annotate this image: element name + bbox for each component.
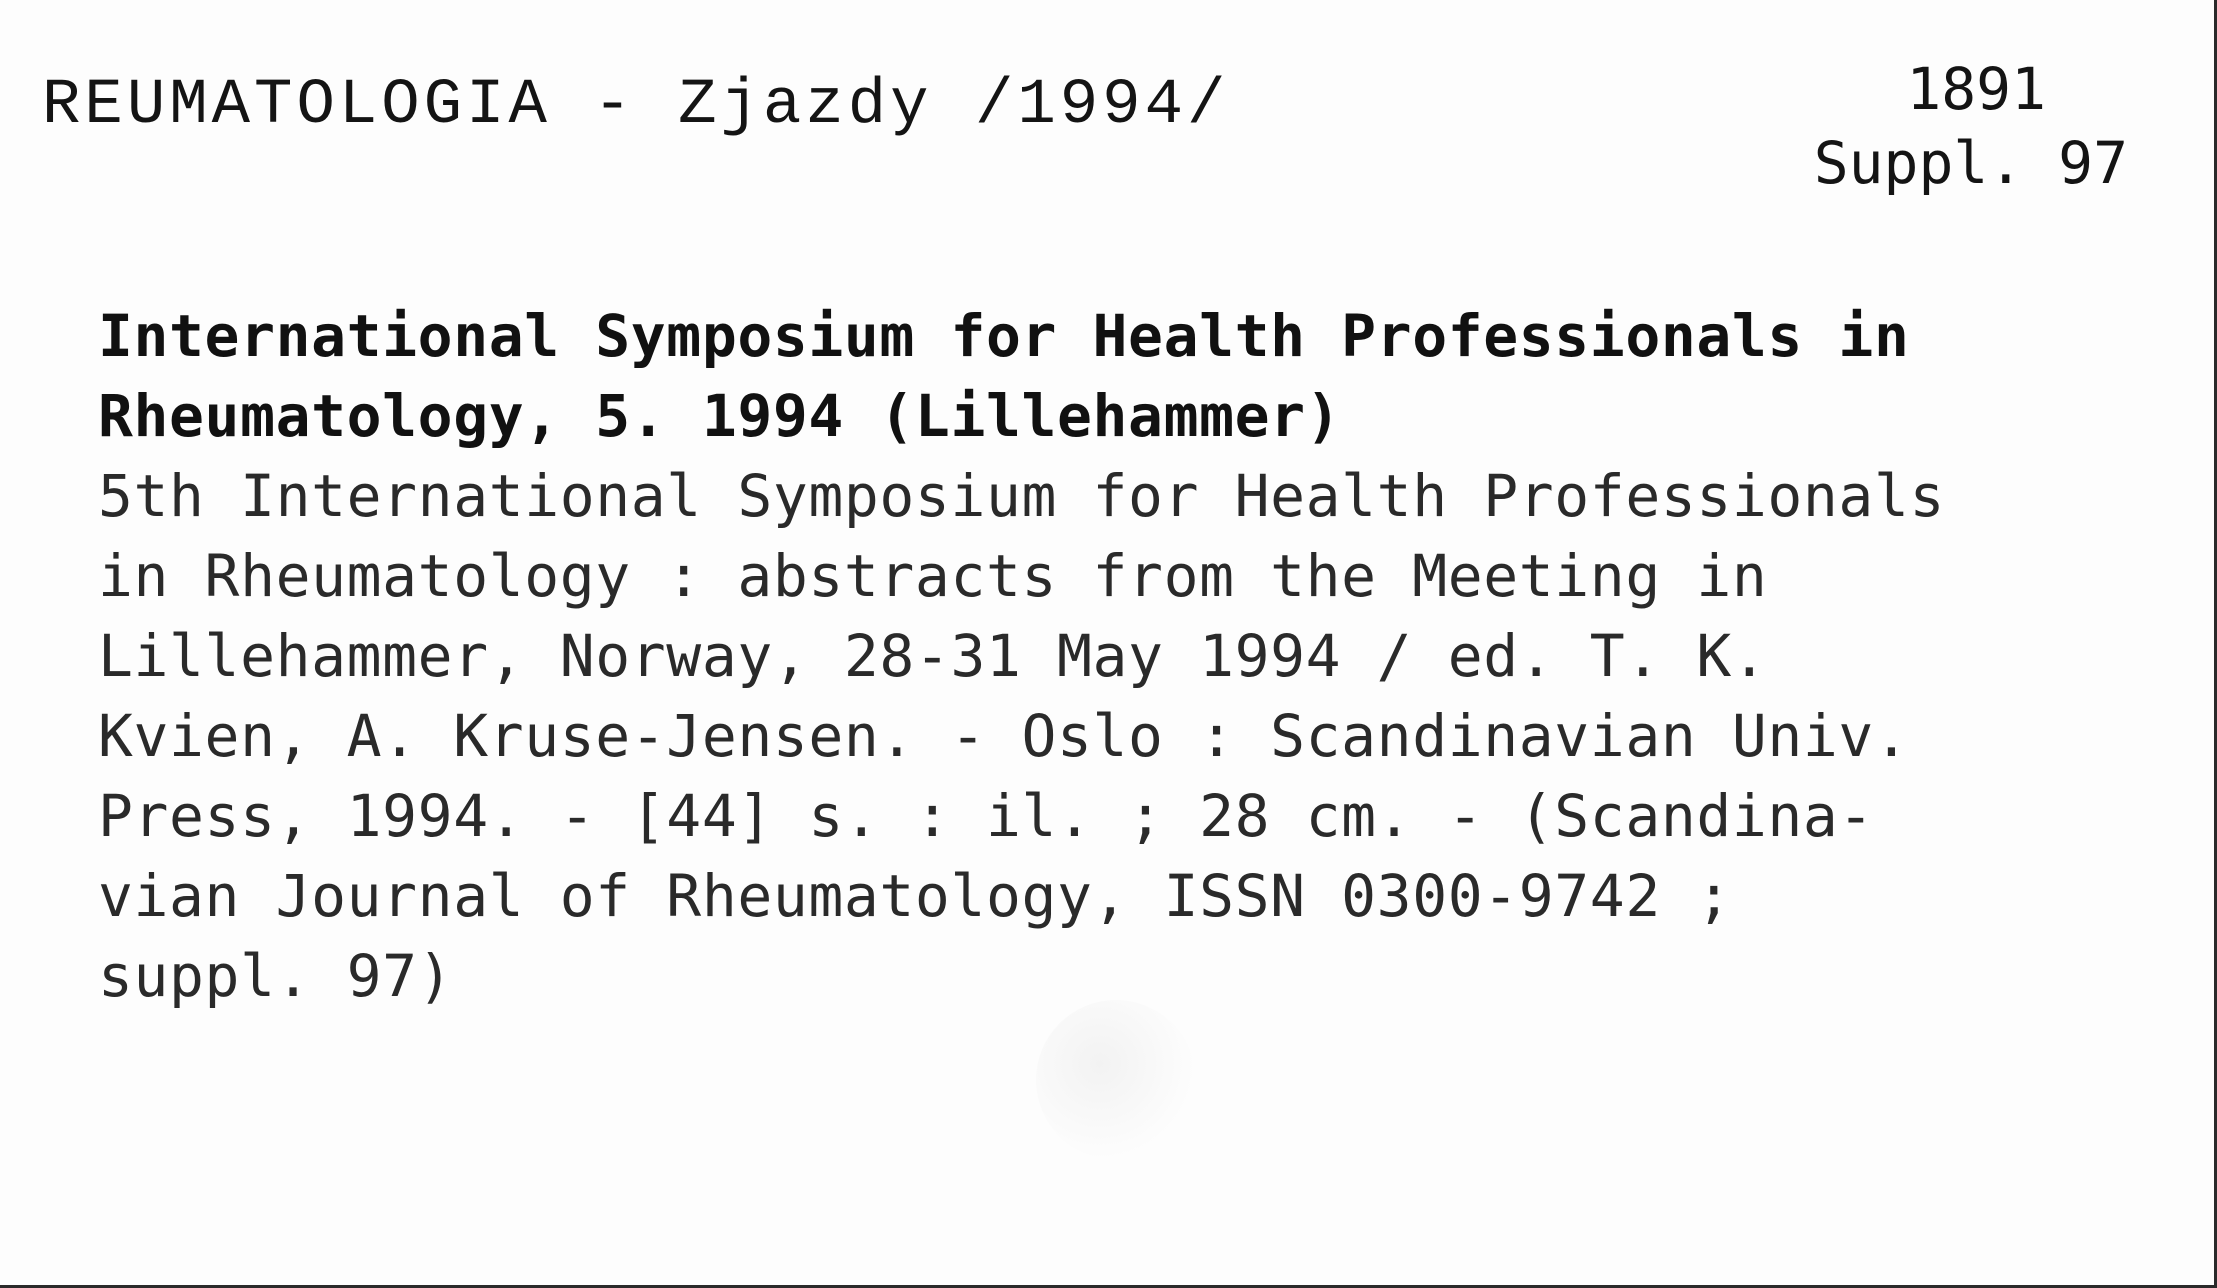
main-heading-line: International Symposium for Health Professionals in [98,302,1910,370]
description-line: suppl. 97) [98,942,454,1010]
description-line: Kvien, A. Kruse-Jensen. - Oslo : Scandinavian Univ. [98,702,1910,770]
description-line: Lillehammer, Norway, 28-31 May 1994 / ed. T. K. [98,622,1768,690]
bibliographic-entry [98,296,1945,1016]
call-number [1814,52,2128,200]
supplement-number: Suppl. 97 [1813,129,2128,197]
description-line: vian Journal of Rheumatology, ISSN 0300-9742 ; [98,862,1732,930]
main-heading-line: Rheumatology, 5. 1994 (Lillehammer) [98,382,1342,450]
paper-smudge [1036,1000,1196,1160]
description-line: Press, 1994. - [44] s. : il. ; 28 cm. - (Scandina- [98,782,1874,850]
description-line: 5th International Symposium for Health Professionals [98,462,1945,530]
call-number-value: 1891 [1906,55,2046,123]
description-line: in Rheumatology : abstracts from the Meeting in [98,542,1768,610]
subject-heading: REUMATOLOGIA - Zjazdy /1994/ [42,70,1230,142]
